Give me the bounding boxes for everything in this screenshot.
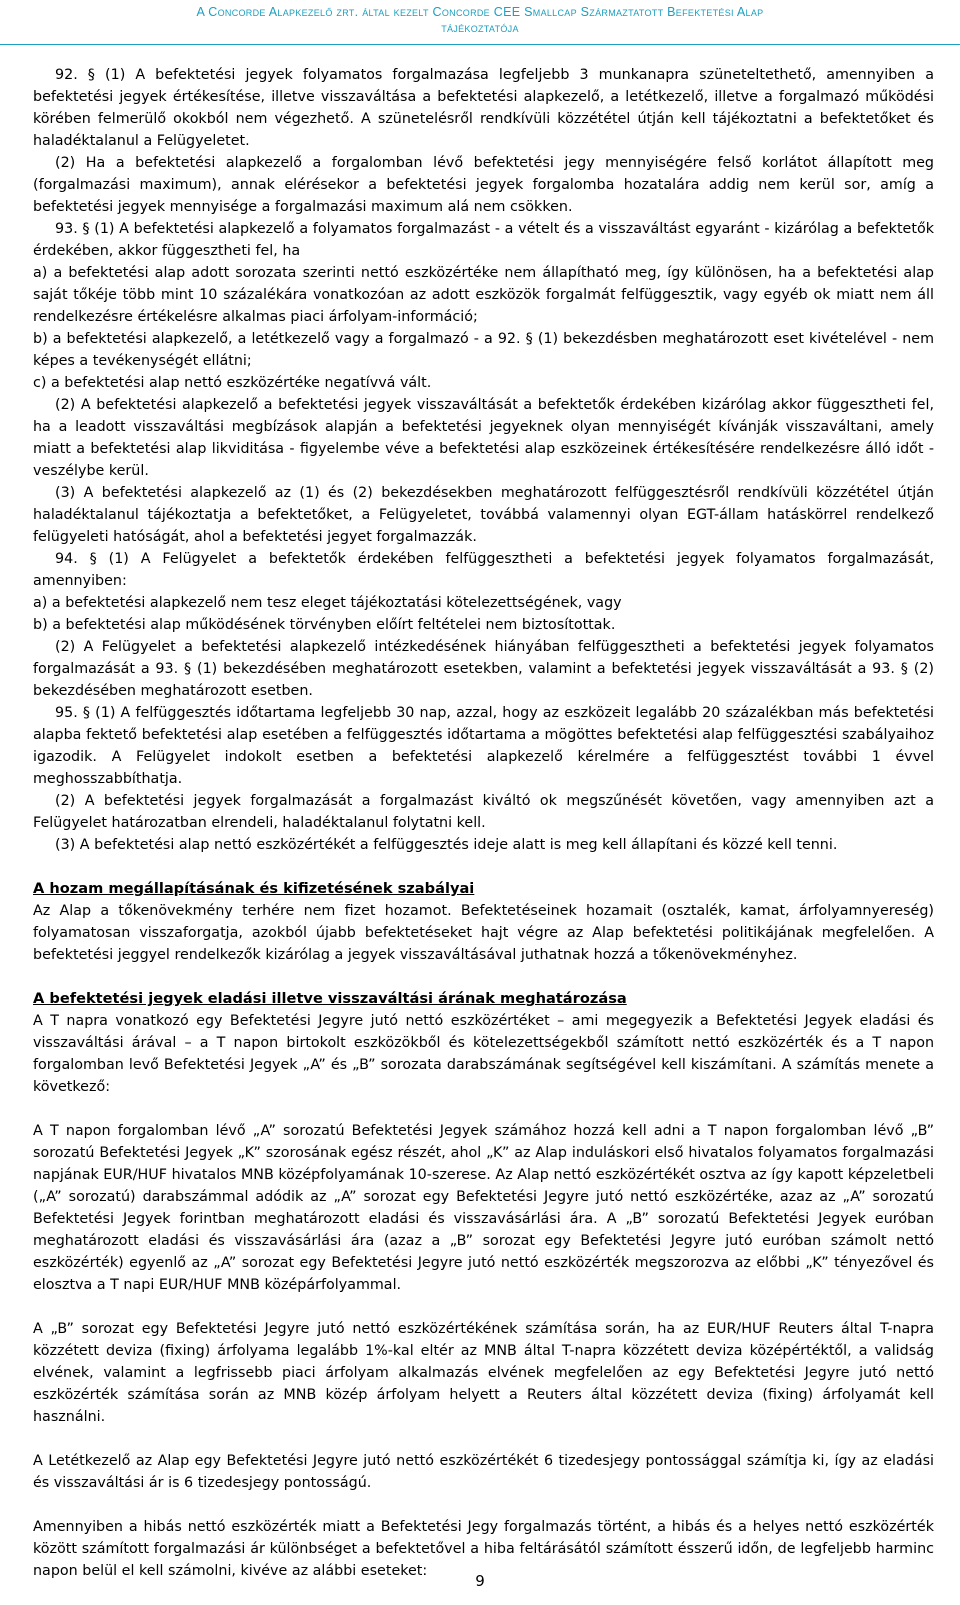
paragraph-92-2: (2) Ha a befektetési alapkezelő a forgalomban lévő befektetési jegy mennyiségére felső korlátot állapított meg (forgalmazási maximum), annak elérésekor a befektetési jegyek forgalomba hozatalára addig nem kerül sor, amíg a befektetési jegyek mennyisége a forgalmazási maximum alá nem csökken.	[33, 155, 934, 215]
header-subtitle: tájékoztatója	[441, 21, 519, 35]
pricing-paragraph-4: A Letétkezelő az Alap egy Befektetési Jegyre jutó nettó eszközértékét 6 tizedesjegy pontossággal számítja ki, így az eladási és visszaváltási ár is 6 tizedesjegy pontosságú.	[33, 1453, 934, 1491]
pricing-paragraph-2: A T napon forgalomban lévő „A” sorozatú Befektetési Jegyek számához hozzá kell adni a T napon forgalomban lévő „B” sorozatú Befektetési Jegyek „K” szorosának egész részét, ahol „K” az Alap induláskori első hivatalos folyamatos forgalmazási napjának EUR/HUF hivatalos MNB középfolyamának 10-szerese. Az Alap nettó eszközértékét osztva az így kapott képzeletbeli („A” sorozatú) darabszámmal adódik az „A” sorozat egy Befektetési Jegyre jutó nettó eszközértéke, azaz az „A” sorozatú Befektetési Jegyek forintban meghatározott eladási és visszavásárlási ára. A „B” sorozatú Befektetési Jegyek euróban meghatározott eladási és visszavásárlási ára (azaz a „B” sorozat egy Befektetési Jegyre jutó euróban számolt nettó eszközérték) egyenlő az „A” sorozat egy Befektetési Jegyre jutó nettó eszközérték megszorozva az előbbi „K” tényezővel és elosztva a T napi EUR/HUF MNB középárfolyammal.	[33, 1123, 934, 1293]
section-title-yield: A hozam megállapításának és kifizetésének szabályai	[33, 880, 475, 897]
pricing-paragraph-1: A T napra vonatkozó egy Befektetési Jegyre jutó nettó eszközértéket – ami megegyezik a Befektetési Jegyek eladási és visszaváltási árával – a T napon birtokolt eszközökből és kötelezettségekből számított nettó eszközérték és a T napon forgalomban levő Befektetési Jegyek „A” és „B” sorozata darabszámának segítségével kell kiszámítani. A számítás menete a következő:	[33, 1013, 934, 1095]
paragraph-92-1: 92. § (1) A befektetési jegyek folyamatos forgalmazása legfeljebb 3 munkanapra szüneteltethető, amennyiben a befektetési jegyek értékesítése, illetve visszaváltása a befektetési alapkezelő, a letétkezelő, illetve a forgalmazó működési körében felmerülő okokból nem végezhető. A szünetelésről rendkívüli közzététel útján kell tájékoztatni a befektetőket és haladéktalanul a Felügyeletet.	[33, 67, 934, 149]
paragraph-93-3: (3) A befektetési alapkezelő az (1) és (2) bekezdésekben meghatározott felfüggesztésről rendkívüli közzététel útján haladéktalanul tájékoztatja a befektetőket, a Felügyeletet, továbbá valamennyi olyan EGT-állam hatáskörrel rendelkező felügyeleti hatóságát, ahol a befektetési jegyet forgalmazzák.	[33, 485, 934, 545]
paragraph-94-2: (2) A Felügyelet a befektetési alapkezelő intézkedésének hiányában felfüggesztheti a befektetési jegyek folyamatos forgalmazását a 93. § (1) bekezdésében meghatározott esetekben, valamint a befektetési jegyek visszaváltását a 93. § (2) bekezdésében meghatározott esetben.	[33, 639, 934, 699]
paragraph-95-2: (2) A befektetési jegyek forgalmazását a forgalmazást kiváltó ok megszűnését követően, vagy amennyiben azt a Felügyelet határozatban elrendeli, haladéktalanul folytatni kell.	[33, 793, 934, 831]
header-divider	[0, 44, 960, 45]
paragraph-94-1b: b) a befektetési alap működésének törvényben előírt feltételei nem biztosítottak.	[33, 617, 616, 633]
section-yield-text: Az Alap a tőkenövekmény terhére nem fizet hozamot. Befektetéseinek hozamait (osztalék, kamat, árfolyamnyereség) folyamatosan visszaforgatja, azokból újabb befektetéseket hajt végre az Alap befektetési politikájának megfelelően. A befektetési jeggyel rendelkezők kizárólag a jegyek visszaváltásával juthatnak hozzá a tőkenövekményhez.	[33, 903, 934, 963]
paragraph-93-1c: c) a befektetési alap nettó eszközértéke negatívvá vált.	[33, 375, 432, 391]
paragraph-94-1: 94. § (1) A Felügyelet a befektetők érdekében felfüggesztheti a befektetési jegyek folyamatos forgalmazását, amennyiben:	[33, 551, 934, 589]
paragraph-95-3: (3) A befektetési alap nettó eszközértékét a felfüggesztés ideje alatt is meg kell állapítani és közzé kell tenni.	[55, 837, 838, 853]
pricing-paragraph-5: Amennyiben a hibás nettó eszközérték miatt a Befektetési Jegy forgalmazás történt, a hibás és a helyes nettó eszközérték között számított forgalmazási ár különbséget a befektetővel a hiba feltárásától számított ésszerű időn, de legfeljebb harminc napon belül el kell számolni, kivéve az alábbi eseteket:	[33, 1519, 934, 1579]
section-title-pricing: A befektetési jegyek eladási illetve visszaváltási árának meghatározása	[33, 990, 627, 1007]
paragraph-93-1: 93. § (1) A befektetési alapkezelő a folyamatos forgalmazást - a vételt és a visszaváltást egyaránt - kizárólag a befektetők érdekében, akkor függesztheti fel, ha	[33, 221, 934, 259]
page-number: 9	[475, 1572, 485, 1590]
paragraph-94-1a: a) a befektetési alapkezelő nem tesz eleget tájékoztatási kötelezettségének, vagy	[33, 595, 622, 611]
page-header	[0, 4, 960, 36]
pricing-paragraph-3: A „B” sorozat egy Befektetési Jegyre jutó nettó eszközértékének számítása során, ha az EUR/HUF Reuters által T-napra közzétett deviza (fixing) árfolyama legalább 1%-kal eltér az MNB által T-napra közzétett deviza középértéktől, a validság elvének, valamint a legfrissebb piaci árfolyam alkalmazás elvének megfelelően az egy Befektetési Jegyre jutó nettó eszközérték számítása során az MNB közép árfolyam helyett a Reuters által közzétett deviza (fixing) árfolyamát kell használni.	[33, 1321, 934, 1425]
document-body	[33, 64, 934, 1582]
paragraph-93-1a: a) a befektetési alap adott sorozata szerinti nettó eszközértéke nem állapítható meg, így különösen, ha a befektetési alap saját tőkéje több mint 10 százalékára vonatkozóan az adott eszközök forgalmát felfüggesztik, vagy egyéb ok miatt nem áll rendelkezésre értékelésre alkalmas piaci árfolyam-információ;	[33, 265, 934, 325]
paragraph-93-2: (2) A befektetési alapkezelő a befektetési jegyek visszaváltását a befektetők érdekében kizárólag akkor függesztheti fel, ha a leadott visszaváltási megbízások alapján a befektetési jegyeknek olyan mennyiségét kívánják visszaváltani, amely miatt a befektetési alap likviditása - figyelembe véve a befektetési alap eszközeinek értékesítésére rendelkezésre álló időt - veszélybe kerül.	[33, 397, 934, 479]
paragraph-95-1: 95. § (1) A felfüggesztés időtartama legfeljebb 30 nap, azzal, hogy az eszközeit legalább 20 százalékban más befektetési alapba fektető befektetési alap esetében a felfüggesztés időtartama a mögöttes befektetési alap felfüggesztési szabályaihoz igazodik. A Felügyelet indokolt esetben a befektetési alapkezelő kérelmére a felfüggesztést további 1 évvel meghosszabbíthatja.	[33, 705, 934, 787]
header-title: A Concorde Alapkezelő zrt. által kezelt Concorde CEE Smallcap Származtatott Befektetési Alap	[196, 5, 764, 19]
paragraph-93-1b: b) a befektetési alapkezelő, a letétkezelő vagy a forgalmazó - a 92. § (1) bekezdésben meghatározott eset kivételével - nem képes a tevékenységét ellátni;	[33, 331, 934, 369]
